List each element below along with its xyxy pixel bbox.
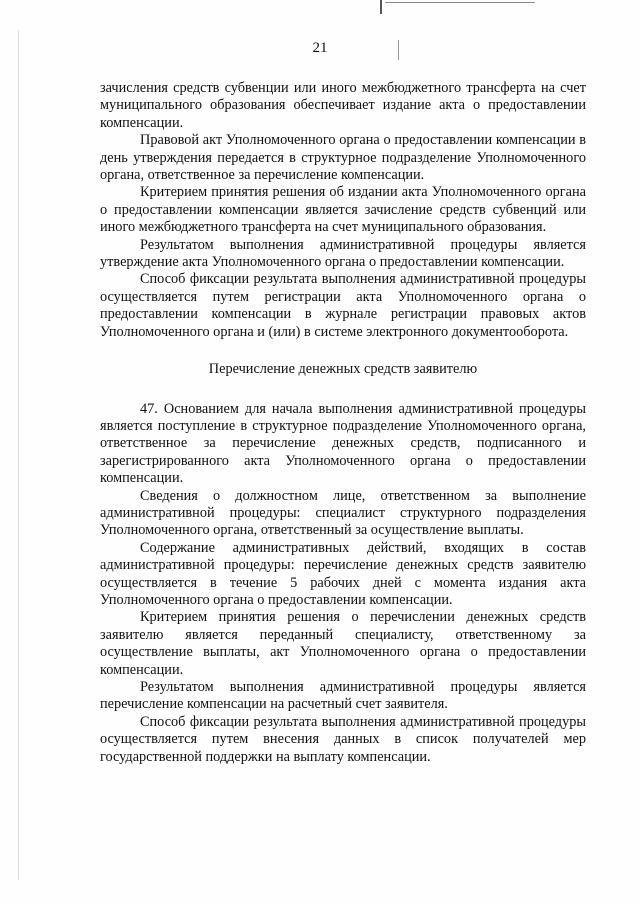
paragraph: Критерием принятия решения об издании акта Уполномоченного органа о предоставлении компенсации является зачисление средств субвенций или иного межбюджетного трансферта на счет муниципального образования. bbox=[100, 184, 586, 236]
paragraph: Способ фиксации результата выполнения административной процедуры осуществляется путем регистрации акта Уполномоченного органа о предоставлении компенсации в журнале регистрации правовых актов Уполномоченного органа и (или) в системе электронного документооборота. bbox=[100, 271, 586, 340]
paragraph: 47. Основанием для начала выполнения административной процедуры является поступление в структурное подразделение Уполномоченного органа, ответственное за перечисление денежных средств, подписанного и зарегистрированного акта Уполномоченного органа о предоставлении компенсации. bbox=[100, 400, 586, 487]
paragraph: Сведения о должностном лице, ответственном за выполнение административной процедуры: специалист структурного подразделения Уполномоченного органа, ответственный за осуществление выплаты. bbox=[100, 487, 586, 539]
section-heading: Перечисление денежных средств заявителю bbox=[208, 361, 478, 378]
paragraph: Содержание административных действий, входящих в состав административной процедуры: перечисление денежных средств заявителю осуществляется в течение 5 рабочих дней с момента издания акта Уполномоченного органа о предоставлении компенсации. bbox=[100, 539, 586, 608]
scan-artifact bbox=[18, 30, 19, 880]
scan-artifact bbox=[380, 0, 382, 14]
paragraph: Результатом выполнения административной процедуры является перечисление компенсации на расчетный счет заявителя. bbox=[100, 679, 586, 713]
paragraph: Правовой акт Уполномоченного органа о предоставлении компенсации в день утверждения передается в структурное подразделение Уполномоченного органа, ответственное за перечисление компенсации. bbox=[100, 132, 586, 184]
scan-artifact bbox=[385, 2, 535, 3]
page-number: 21 bbox=[312, 40, 328, 56]
paragraph: Способ фиксации результата выполнения административной процедуры осуществляется путем внесения данных в список получателей мер государственной поддержки на выплату компенсации. bbox=[100, 713, 586, 765]
paragraph: Критерием принятия решения о перечислении денежных средств заявителю является переданный специалисту, ответственному за осуществление выплаты, акт Уполномоченного органа о предоставлении компенсации. bbox=[100, 609, 586, 678]
paragraph: Результатом выполнения административной процедуры является утверждение акта Уполномоченного органа о предоставлении компенсации. bbox=[100, 236, 586, 271]
document-body bbox=[100, 80, 586, 766]
paragraph: зачисления средств субвенции или иного межбюджетного трансферта на счет муниципального образования обеспечивает издание акта о предоставлении компенсации. bbox=[100, 80, 586, 131]
